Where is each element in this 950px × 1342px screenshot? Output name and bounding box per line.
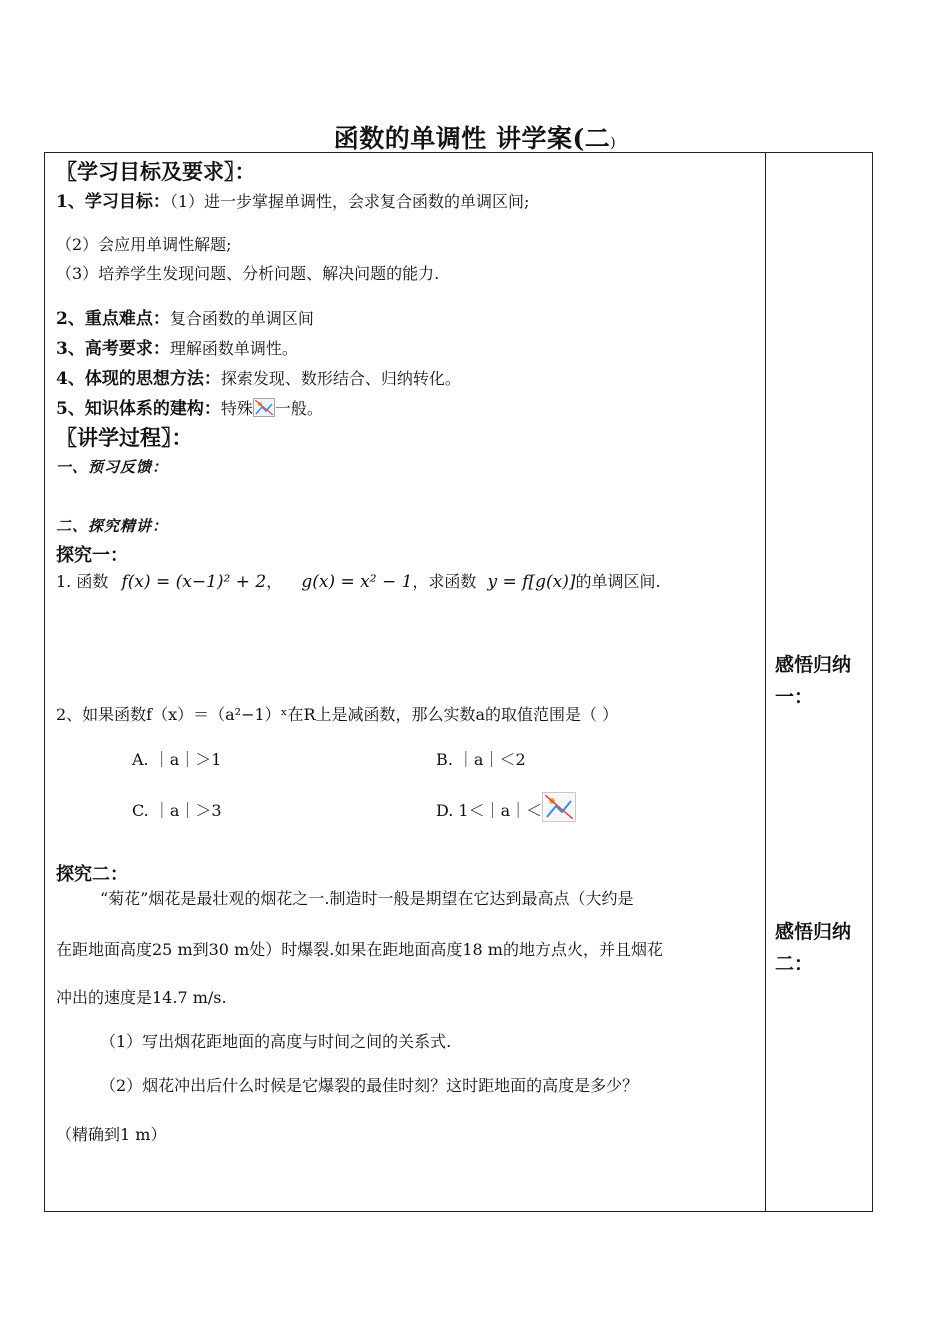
probe-2-sub-2-continued: （精确到1 m）	[56, 1125, 167, 1144]
page-title	[0, 119, 950, 155]
probe-1-question-2: 2、如果函数f（x）＝（a²−1）ˣ在R上是减函数，那么实数a的取值范围是（ ）	[56, 705, 619, 724]
objective-1-text: （1）进一步掌握单调性，会求复合函数的单调区间;	[169, 192, 530, 211]
insight-summary-1: 感悟归纳一：	[775, 654, 852, 708]
probe-2-line-1: “菊花”烟花是最壮观的烟花之一.制造时一般是期望在它达到最高点（大约是	[100, 889, 634, 908]
option-a: A. ｜a｜＞1	[132, 750, 222, 769]
objective-4-label: 4、体现的思想方法：	[56, 369, 221, 389]
q1-prefix: 1. 函数	[56, 572, 109, 591]
probe-2-sub-2: （2）烟花冲出后什么时候是它爆裂的最佳时刻？这时距地面的高度是多少？	[100, 1076, 639, 1095]
probe-1-question-1	[56, 569, 661, 592]
objective-item-2	[56, 304, 314, 329]
objective-item-4	[56, 364, 461, 389]
option-d	[436, 792, 576, 822]
title-text: 函数的单调性 讲学案(二	[333, 124, 611, 153]
probe-2-sub-1: （1）写出烟花距地面的高度与时间之间的关系式.	[100, 1032, 452, 1051]
q1-formula-g: g(x) = x² − 1	[301, 572, 413, 592]
objective-2-text: 复合函数的单调区间	[169, 309, 314, 328]
q1-suffix: 的单调区间.	[575, 572, 661, 591]
objective-3-label: 3、高考要求：	[56, 339, 170, 359]
insight-summary-2: 感悟归纳二：	[775, 921, 852, 975]
probe-2-title: 探究二：	[56, 864, 128, 885]
q1-comma: ，	[266, 572, 283, 591]
objective-1-sub3: （3）培养学生发现问题、分析问题、解决问题的能力.	[56, 264, 440, 283]
q1-mid: ，求函数	[412, 572, 477, 591]
section-exploration: 二、探究精讲：	[56, 517, 169, 535]
objective-item-1	[56, 187, 529, 212]
objective-2-label: 2、重点难点：	[56, 309, 170, 329]
broken-image-icon	[253, 398, 275, 417]
probe-2-line-3: 冲出的速度是14.7 m/s.	[56, 988, 227, 1007]
q1-formula-y: y = f[g(x)]	[487, 572, 576, 592]
option-c: C. ｜a｜＞3	[132, 801, 222, 820]
title-close-paren: )	[610, 135, 617, 151]
option-b: B. ｜a｜＜2	[436, 750, 526, 769]
objective-5-text-b: 一般。	[274, 399, 323, 418]
probe-1-title: 探究一：	[56, 545, 128, 566]
objective-4-text: 探索发现、数形结合、归纳转化。	[220, 369, 461, 388]
broken-image-icon	[542, 792, 576, 822]
objective-5-label: 5、知识体系的建构：	[56, 399, 221, 419]
q1-formula-f: f(x) = (x−1)² + 2	[121, 572, 267, 592]
column-divider	[765, 152, 766, 1212]
objective-5-text-a: 特殊	[220, 399, 253, 418]
probe-2-line-2: 在距地面高度25 m到30 m处）时爆裂.如果在距地面高度18 m的地方点火，并且烟花	[56, 940, 663, 959]
objective-3-text: 理解函数单调性。	[169, 339, 298, 358]
objective-item-3	[56, 334, 298, 359]
process-header: 〖讲学过程〗：	[56, 425, 193, 450]
section-preview-feedback: 一、预习反馈：	[56, 458, 169, 476]
objectives-header: 〖学习目标及要求〗：	[56, 159, 256, 184]
objective-item-5	[56, 394, 323, 419]
objective-1-sub2: （2）会应用单调性解题;	[56, 235, 232, 254]
objective-1-label: 1、学习目标：	[56, 192, 170, 212]
option-d-text: D. 1＜｜a｜＜	[436, 801, 543, 820]
